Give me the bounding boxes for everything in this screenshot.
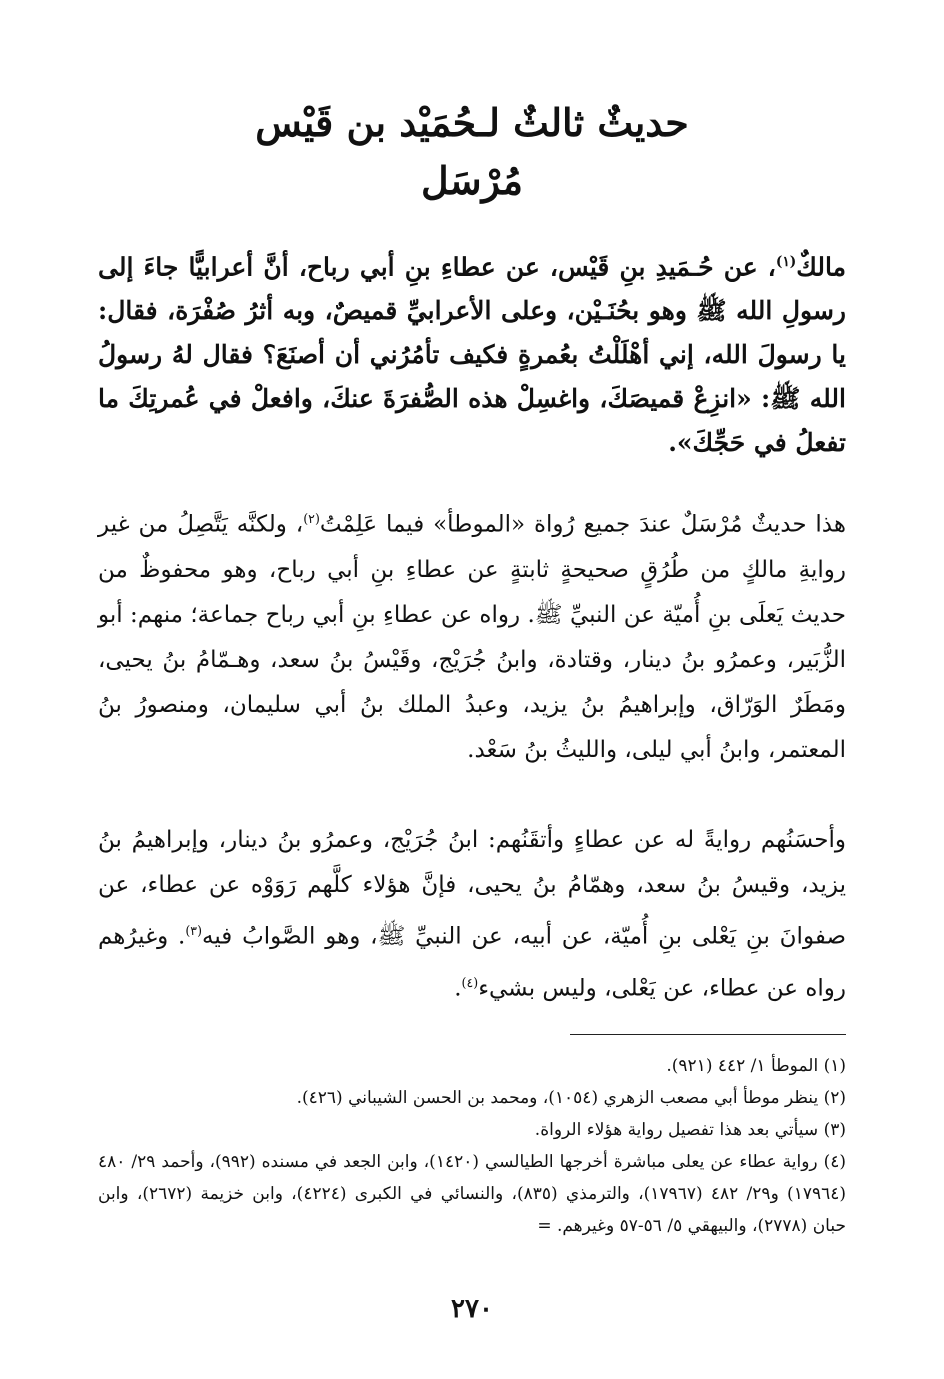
page-number: ٢٧٠ <box>451 1294 493 1324</box>
footnote-item: (٣) سيأتي بعد هذا تفصيل رواية هؤلاء الرواة. <box>534 1120 846 1140</box>
hadith-text: ، عن حُـمَيدِ بنِ قَيْس، عن عطاءِ بنِ أبي رباح، أنَّ أعرابيًّا جاءَ إلى رسولِ الله ﷺ وهو بحُنَـيْن، وعلى الأعرابيِّ قميصٌ، وبه أثرُ صُفْرَة، فقال: يا رسولَ الله، إني أهْلَلْتُ بعُمرةٍ فكيف تأمُرُني أن أصنَعَ؟ فقال لهُ رسولُ الله ﷺ: «انزِعْ قميصَكَ، واغسِلْ هذه الصُّفرَةَ عنكَ، وافعلْ في عُمرتِكَ ما تفعلُ في حَجِّكَ». <box>98 252 846 458</box>
chapter-subtitle: مُرْسَل <box>421 158 523 203</box>
hadith-text-paragraph <box>98 240 846 465</box>
commentary-text: ، ولكنَّه يَتَّصِلُ من غير روايةِ مالكٍ من طُرُقٍ صحيحةٍ ثابتةٍ عن عطاءِ بنِ أبي رباح، وهو محفوظٌ من حديث يَعلَى بنِ أُميّة عن النبيِّ ﷺ. رواه عن عطاءِ بنِ أبي رباح جماعة؛ منهم: أبو الزُّبَير، وعمرُو بنُ دينار، وقتادة، وابنُ جُرَيْج، وقَيْسُ بنُ سعد، وهـمّامُ بنُ يحيى، ومَطَرٌ الوَرّاق، وإبراهيمُ بنُ يزيد، وعبدُ الملك بنُ أبي سليمان، ومنصورُ بنُ المعتمر، وابنُ أبي ليلى، والليثُ بنُ سَعْد. <box>98 511 846 763</box>
footnote-item: (٤) رواية عطاء عن يعلى مباشرة أخرجها الطيالسي (١٤٢٠)، وابن الجعد في مسنده (٩٩٢)، وأحمد ٢٩/ ٤٨٠ (١٧٩٦٤) و٢٩/ ٤٨٢ (١٧٩٦٧)، والترمذي (٨٣٥)، والنسائي في الكبرى (٤٢٢٤)، وابن خزيمة (٢٦٧٢)، وابن حبان (٢٧٧٨)، والبيهقي ٥/ ٥٦-٥٧ وغيرهم. = <box>98 1152 846 1236</box>
commentary-paragraph-1 <box>98 496 846 773</box>
commentary-text: . <box>454 975 462 1002</box>
commentary-paragraph-2 <box>98 818 846 1011</box>
footnotes-list <box>98 1050 846 1242</box>
commentary-text: وأحسَنُهم روايةً له عن عطاءٍ وأتقَنُهم: ابنُ جُرَيْج، وعمرُو بنُ دينار، وإبراهيمُ بنُ يزيد، وقيسُ بنُ سعد، وهمّامُ بنُ يحيى، فإنَّ هؤلاء كلَّهم رَوَوْه عن عطاء، عن صفوانَ بنِ يَعْلى بنِ أُميّة، عن أبيه، عن النبيِّ ﷺ، وهو الصَّوابُ فيه <box>98 827 846 950</box>
footnote-divider <box>570 1034 846 1035</box>
footnote-item: (١) الموطأ ١/ ٤٤٢ (٩٢١). <box>666 1056 846 1076</box>
footnote-item: (٢) ينظر موطأ أبي مصعب الزهري (١٠٥٤)، ومحمد بن الحسن الشيباني (٤٢٦). <box>296 1088 846 1108</box>
chapter-title: حديثٌ ثالثٌ لـحُمَيْد بن قَيْس <box>255 100 689 145</box>
narrator-name: مالكٌ <box>796 252 846 282</box>
commentary-text: . وغيرُهم رواه عن عطاء، عن يَعْلى، وليس بشيء <box>98 923 846 1002</box>
footnote-ref-4[interactable]: (٤) <box>461 974 479 990</box>
footnote-ref-1[interactable]: (١) <box>775 254 797 270</box>
footnote-ref-2[interactable]: (٢) <box>303 511 320 526</box>
commentary-text: هذا حديثٌ مُرْسَلٌ عندَ جميع رُواة «الموطأ» فيما عَلِمْتُ <box>319 511 847 538</box>
footnote-ref-3[interactable]: (٣) <box>185 923 203 938</box>
